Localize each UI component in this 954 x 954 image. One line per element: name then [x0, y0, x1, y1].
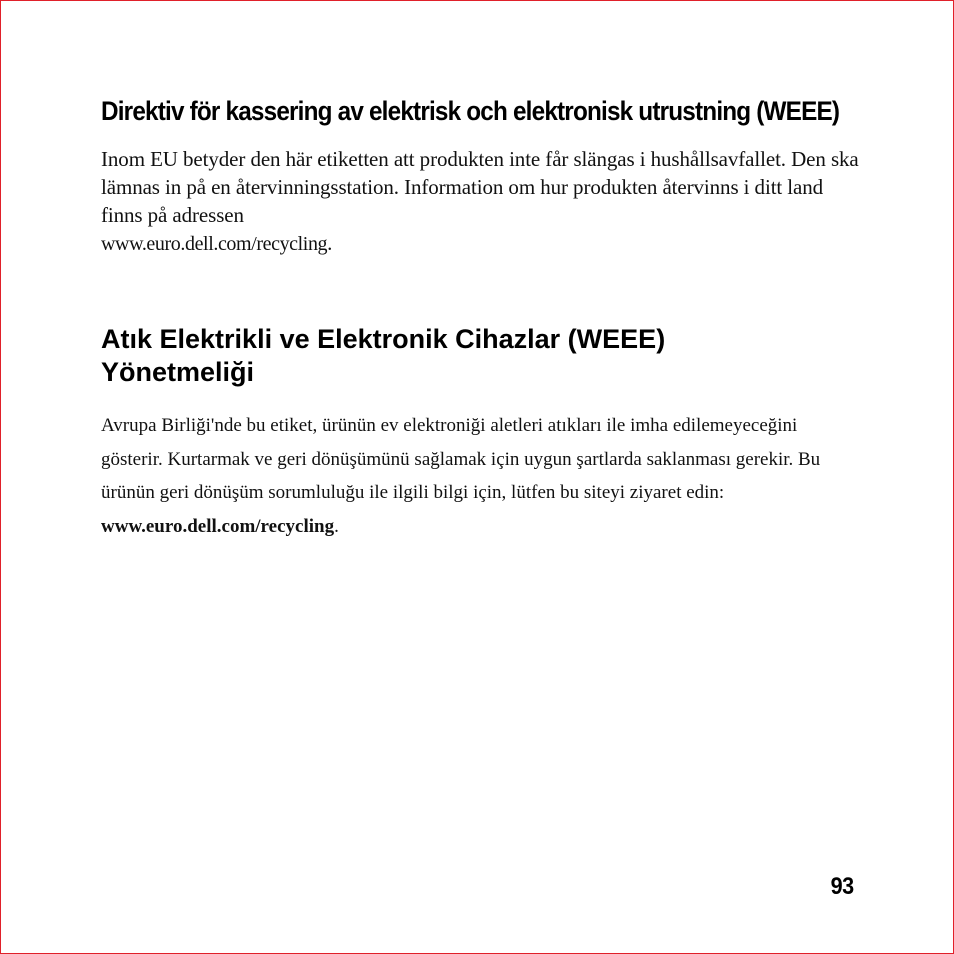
body-text-turkish: Avrupa Birliği'nde bu etiket, ürünün ev elektroniği aletleri atıkları ile imha edilemeyeceğini gösterir. Kurtarmak ve geri dönüşümünü sağlamak için uygun şartlarda saklanması gerekir. Bu ürünün geri dönüşüm sorumluluğu ile ilgili bilgi için, lütfen bu siteyi ziyaret edin:: [101, 415, 821, 503]
weee-section-turkish: [101, 323, 861, 543]
section-body-turkish: [101, 409, 841, 543]
page-number: 93: [830, 873, 854, 900]
period-turkish: .: [334, 515, 339, 537]
body-text-swedish: Inom EU betyder den här etiketten att produkten inte får slängas i hushållsavfallet. Den ska lämnas in på en återvinningsstation. Information om hur produkten återvinns i ditt land finns på adressen: [101, 147, 859, 227]
recycling-url-turkish: www.euro.dell.com/recycling: [101, 515, 335, 537]
recycling-url-swedish: www.euro.dell.com/recycling: [101, 233, 328, 255]
section-heading-turkish: Atık Elektrikli ve Elektronik Cihazlar (WEEE) Yönetmeliği: [101, 324, 666, 387]
section-heading-swedish: Direktiv för kassering av elektrisk och elektronisk utrustning (WEEE): [101, 96, 840, 126]
section-body-swedish: [101, 145, 861, 258]
period-swedish: .: [327, 231, 333, 255]
weee-section-swedish: [101, 95, 861, 258]
